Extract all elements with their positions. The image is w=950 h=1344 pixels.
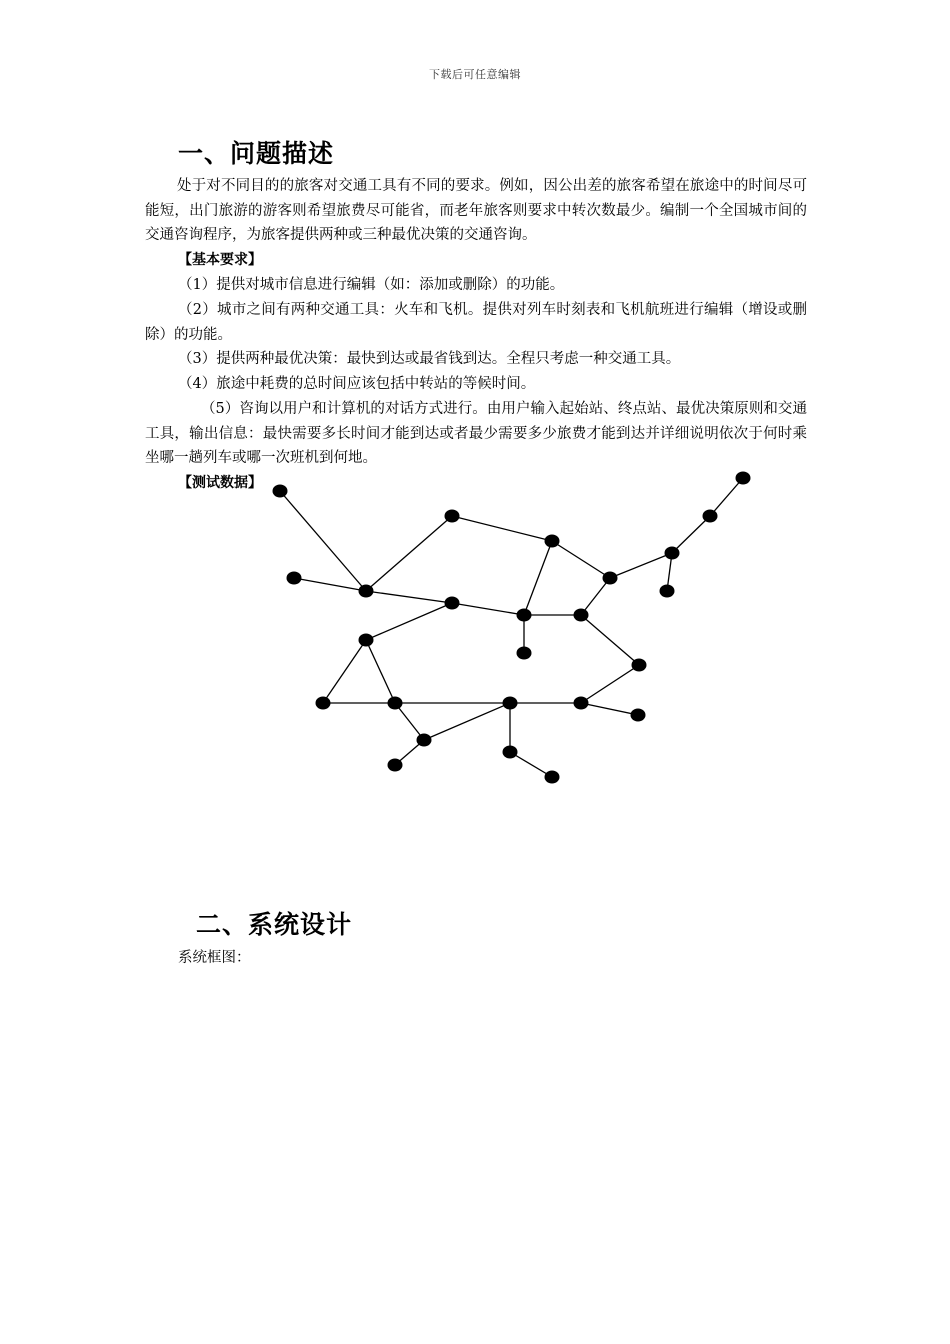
- requirement-4: （4）旅途中耗费的总时间应该包括中转站的等候时间。: [178, 376, 536, 392]
- graph-edge: [667, 553, 672, 591]
- header-note: 下载后可任意编辑: [429, 68, 521, 81]
- graph-node: [503, 746, 518, 759]
- graph-edges: [280, 478, 743, 777]
- intro-paragraph: 处于对不同目的的旅客对交通工具有不同的要求。例如，因公出差的旅客希望在旅途中的时间尽可能短，出门旅游的游客则希望旅费尽可能省，而老年旅客则要求中转次数最少。编制一个全国城市间的交通咨询程序，为旅客提供两种或三种最优决策的交通咨询。: [145, 178, 807, 243]
- basic-requirements-heading: 【基本要求】: [178, 252, 262, 268]
- graph-node: [316, 697, 331, 710]
- graph-node: [517, 647, 532, 660]
- system-diagram-label: 系统框图：: [178, 950, 251, 966]
- graph-edge: [452, 516, 552, 541]
- graph-node: [388, 697, 403, 710]
- graph-node: [631, 709, 646, 722]
- graph-node: [517, 609, 532, 622]
- graph-node: [388, 759, 403, 772]
- graph-node: [417, 734, 432, 747]
- graph-edge: [710, 478, 743, 516]
- test-data-heading: 【测试数据】: [178, 475, 262, 491]
- graph-edge: [366, 603, 452, 640]
- graph-edge: [294, 578, 366, 591]
- graph-edge: [323, 640, 366, 703]
- graph-edge: [395, 740, 424, 765]
- graph-edge: [610, 553, 672, 578]
- graph-edge: [581, 578, 610, 615]
- graph-node: [660, 585, 675, 598]
- graph-edge: [672, 516, 710, 553]
- graph-node: [545, 771, 560, 784]
- graph-edge: [510, 752, 552, 777]
- graph-node: [287, 572, 302, 585]
- graph-edge: [366, 591, 452, 603]
- graph-edge: [581, 665, 639, 703]
- graph-node: [574, 609, 589, 622]
- requirement-3: （3）提供两种最优决策：最快到达或最省钱到达。全程只考虑一种交通工具。: [178, 351, 681, 367]
- graph-edge: [552, 541, 610, 578]
- graph-edge: [366, 516, 452, 591]
- graph-node: [445, 597, 460, 610]
- graph-node: [703, 510, 718, 523]
- graph-node: [574, 697, 589, 710]
- graph-node: [273, 485, 288, 498]
- requirement-2: （2）城市之间有两种交通工具：火车和飞机。提供对列车时刻表和飞机航班进行编辑（增设或删除）的功能。: [145, 302, 807, 343]
- graph-edge: [524, 541, 552, 615]
- graph-edge: [395, 703, 424, 740]
- section2-title: 二、系统设计: [196, 910, 353, 939]
- graph-node: [545, 535, 560, 548]
- graph-node: [603, 572, 618, 585]
- requirement-1: （1）提供对城市信息进行编辑（如：添加或删除）的功能。: [178, 277, 565, 293]
- graph-node: [359, 634, 374, 647]
- graph-edge: [424, 703, 510, 740]
- requirement-5: （5）咨询以用户和计算机的对话方式进行。由用户输入起始站、终点站、最优决策原则和交通工具，输出信息：最快需要多长时间才能到达或者最少需要多少旅费才能到达并详细说明依次于何时乘坐哪一趟列车或哪一次班机到何地。: [145, 401, 807, 466]
- graph-node: [359, 585, 374, 598]
- graph-edge: [581, 703, 638, 715]
- graph-edge: [452, 603, 524, 615]
- graph-edge: [366, 640, 395, 703]
- graph-edge: [581, 615, 639, 665]
- section1-title: 一、问题描述: [178, 139, 335, 168]
- graph-node: [445, 510, 460, 523]
- graph-node: [503, 697, 518, 710]
- graph-nodes: [273, 472, 751, 784]
- graph-node: [632, 659, 647, 672]
- graph-node: [665, 547, 680, 560]
- graph-edge: [280, 491, 366, 591]
- graph-node: [736, 472, 751, 485]
